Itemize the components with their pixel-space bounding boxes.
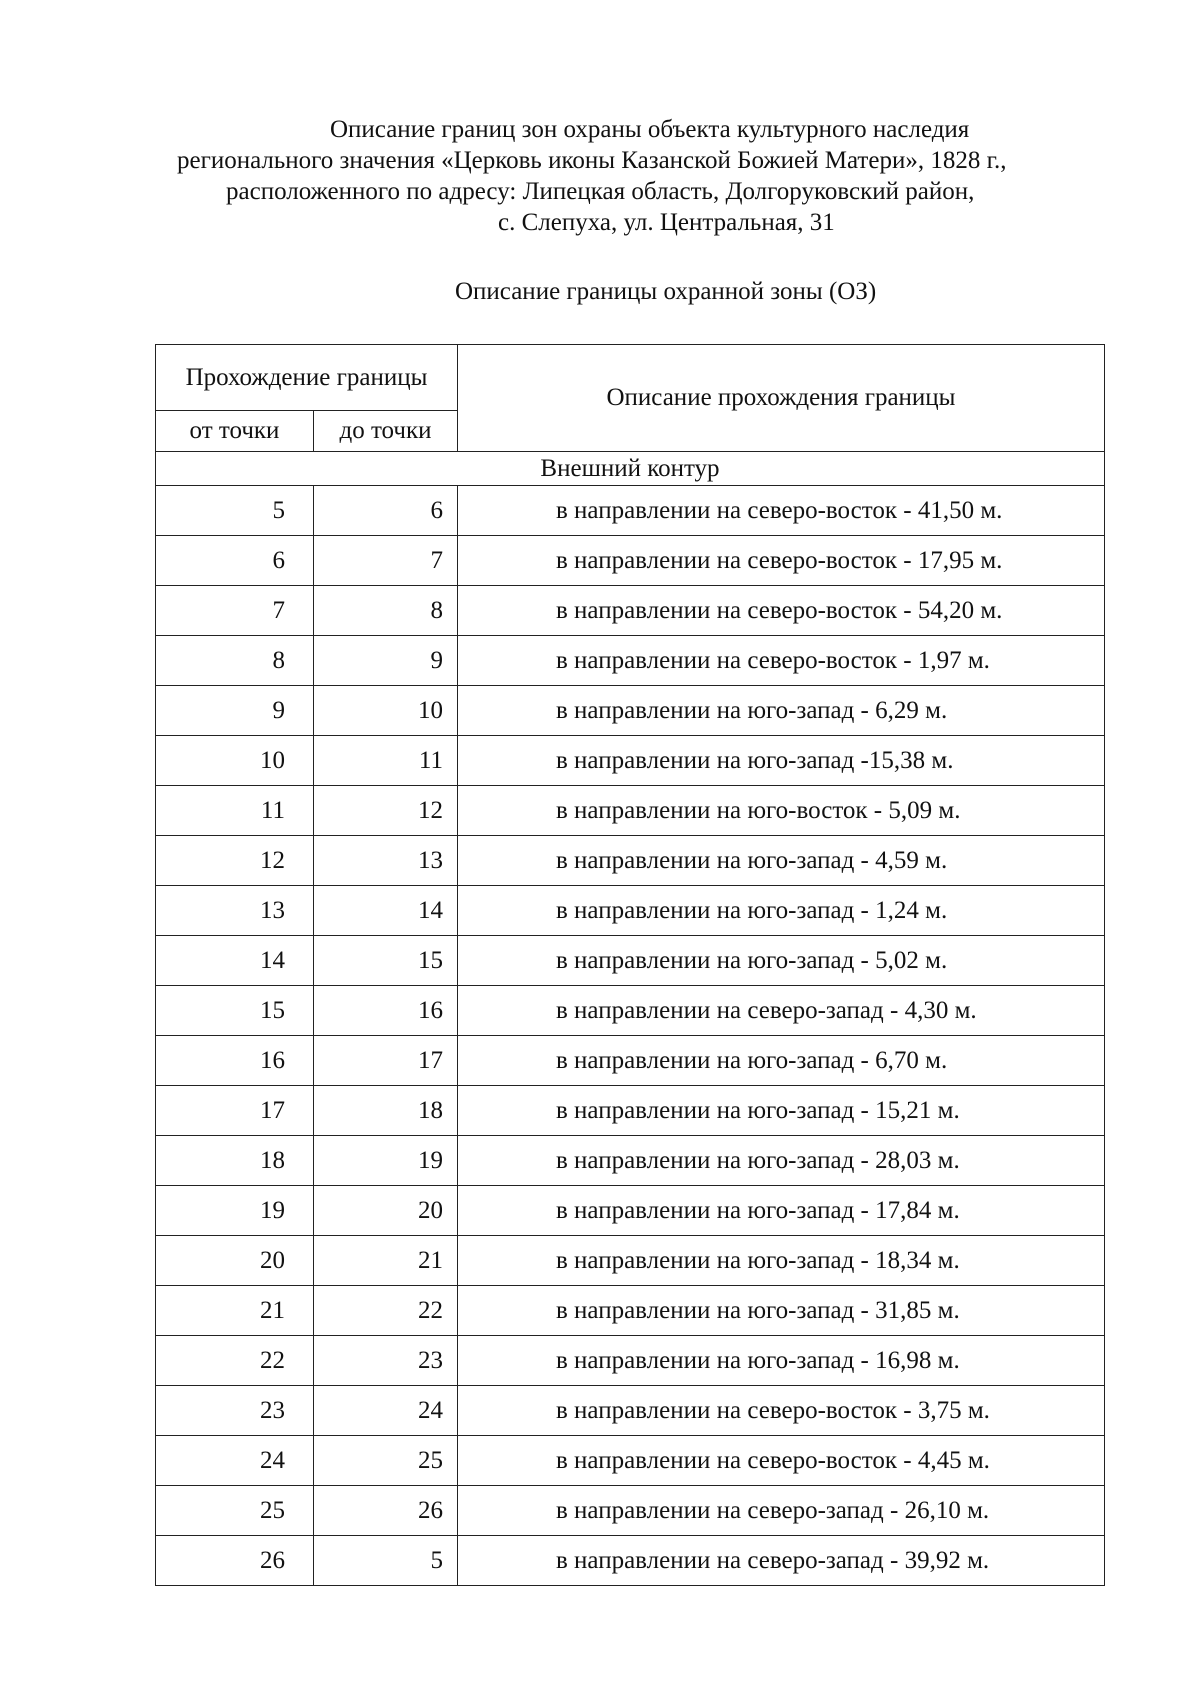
table-row	[156, 1286, 1105, 1336]
from-point-cell: 23	[156, 1386, 314, 1436]
table-row	[156, 1086, 1105, 1136]
table-row	[156, 1336, 1105, 1386]
table-row	[156, 1536, 1105, 1586]
section-subtitle: Описание границы охранной зоны (ОЗ)	[455, 278, 877, 305]
from-point-cell: 19	[156, 1186, 314, 1236]
to-point-cell: 26	[314, 1486, 458, 1536]
boundary-description-cell: в направлении на юго-запад - 5,02 м.	[458, 936, 1105, 986]
boundary-description-cell: в направлении на северо-запад - 26,10 м.	[458, 1486, 1105, 1536]
title-line-4: с. Слепуха, ул. Центральная, 31	[498, 209, 835, 236]
table-row	[156, 886, 1105, 936]
table-row	[156, 836, 1105, 886]
boundary-description-cell: в направлении на юго-запад - 15,21 м.	[458, 1086, 1105, 1136]
to-point-cell: 24	[314, 1386, 458, 1436]
from-point-cell: 17	[156, 1086, 314, 1136]
boundary-table	[155, 344, 1105, 1586]
from-point-cell: 26	[156, 1536, 314, 1586]
to-point-cell: 17	[314, 1036, 458, 1086]
boundary-description-cell: в направлении на северо-восток - 54,20 м.	[458, 586, 1105, 636]
boundary-description-cell: в направлении на юго-восток - 5,09 м.	[458, 786, 1105, 836]
from-point-cell: 6	[156, 536, 314, 586]
to-point-cell: 20	[314, 1186, 458, 1236]
boundary-description-cell: в направлении на юго-запад - 16,98 м.	[458, 1336, 1105, 1386]
boundary-description-cell: в направлении на юго-запад - 17,84 м.	[458, 1186, 1105, 1236]
from-point-cell: 9	[156, 686, 314, 736]
boundary-description-cell: в направлении на юго-запад - 6,29 м.	[458, 686, 1105, 736]
table-row	[156, 986, 1105, 1036]
boundary-description-cell: в направлении на юго-запад - 31,85 м.	[458, 1286, 1105, 1336]
from-point-cell: 21	[156, 1286, 314, 1336]
from-point-cell: 5	[156, 486, 314, 536]
boundary-description-cell: в направлении на северо-восток - 41,50 м.	[458, 486, 1105, 536]
table-row	[156, 1236, 1105, 1286]
to-point-cell: 21	[314, 1236, 458, 1286]
title-line-3: расположенного по адресу: Липецкая область, Долгоруковский район,	[226, 178, 975, 205]
to-point-cell: 5	[314, 1536, 458, 1586]
to-point-cell: 23	[314, 1336, 458, 1386]
to-point-cell: 6	[314, 486, 458, 536]
header-to-point: до точки	[314, 411, 458, 452]
table-row	[156, 1136, 1105, 1186]
to-point-cell: 25	[314, 1436, 458, 1486]
from-point-cell: 14	[156, 936, 314, 986]
table-row	[156, 1036, 1105, 1086]
boundary-description-cell: в направлении на северо-восток - 3,75 м.	[458, 1386, 1105, 1436]
table-row	[156, 736, 1105, 786]
section-row	[156, 452, 1105, 486]
to-point-cell: 8	[314, 586, 458, 636]
table-row	[156, 686, 1105, 736]
header-from-point: от точки	[156, 411, 314, 452]
boundary-description-cell: в направлении на северо-запад - 4,30 м.	[458, 986, 1105, 1036]
from-point-cell: 10	[156, 736, 314, 786]
boundary-description-cell: в направлении на юго-запад -15,38 м.	[458, 736, 1105, 786]
title-line-2: регионального значения «Церковь иконы Казанской Божией Матери», 1828 г.,	[177, 147, 1007, 174]
from-point-cell: 20	[156, 1236, 314, 1286]
header-description: Описание прохождения границы	[458, 345, 1105, 452]
to-point-cell: 14	[314, 886, 458, 936]
to-point-cell: 12	[314, 786, 458, 836]
from-point-cell: 16	[156, 1036, 314, 1086]
header-row	[156, 345, 1105, 411]
section-outer-contour: Внешний контур	[156, 452, 1105, 486]
to-point-cell: 13	[314, 836, 458, 886]
to-point-cell: 15	[314, 936, 458, 986]
boundary-description-cell: в направлении на юго-запад - 18,34 м.	[458, 1236, 1105, 1286]
from-point-cell: 25	[156, 1486, 314, 1536]
boundary-description-cell: в направлении на северо-восток - 17,95 м.	[458, 536, 1105, 586]
from-point-cell: 18	[156, 1136, 314, 1186]
from-point-cell: 7	[156, 586, 314, 636]
boundary-description-cell: в направлении на северо-восток - 4,45 м.	[458, 1436, 1105, 1486]
to-point-cell: 11	[314, 736, 458, 786]
to-point-cell: 9	[314, 636, 458, 686]
from-point-cell: 22	[156, 1336, 314, 1386]
title-line-1: Описание границ зон охраны объекта культурного наследия	[330, 116, 970, 143]
boundary-description-cell: в направлении на юго-запад - 1,24 м.	[458, 886, 1105, 936]
boundary-description-cell: в направлении на юго-запад - 4,59 м.	[458, 836, 1105, 886]
table-row	[156, 1486, 1105, 1536]
from-point-cell: 13	[156, 886, 314, 936]
boundary-description-cell: в направлении на северо-восток - 1,97 м.	[458, 636, 1105, 686]
table-row	[156, 1186, 1105, 1236]
table-row	[156, 1386, 1105, 1436]
table-row	[156, 536, 1105, 586]
table-row	[156, 486, 1105, 536]
boundary-description-cell: в направлении на северо-запад - 39,92 м.	[458, 1536, 1105, 1586]
to-point-cell: 10	[314, 686, 458, 736]
table-row	[156, 586, 1105, 636]
to-point-cell: 7	[314, 536, 458, 586]
table-row	[156, 1436, 1105, 1486]
to-point-cell: 18	[314, 1086, 458, 1136]
from-point-cell: 11	[156, 786, 314, 836]
from-point-cell: 12	[156, 836, 314, 886]
header-passage: Прохождение границы	[156, 345, 458, 411]
from-point-cell: 24	[156, 1436, 314, 1486]
from-point-cell: 15	[156, 986, 314, 1036]
boundary-description-cell: в направлении на юго-запад - 6,70 м.	[458, 1036, 1105, 1086]
to-point-cell: 19	[314, 1136, 458, 1186]
table-row	[156, 786, 1105, 836]
from-point-cell: 8	[156, 636, 314, 686]
to-point-cell: 16	[314, 986, 458, 1036]
boundary-description-cell: в направлении на юго-запад - 28,03 м.	[458, 1136, 1105, 1186]
to-point-cell: 22	[314, 1286, 458, 1336]
table-row	[156, 636, 1105, 686]
table-row	[156, 936, 1105, 986]
